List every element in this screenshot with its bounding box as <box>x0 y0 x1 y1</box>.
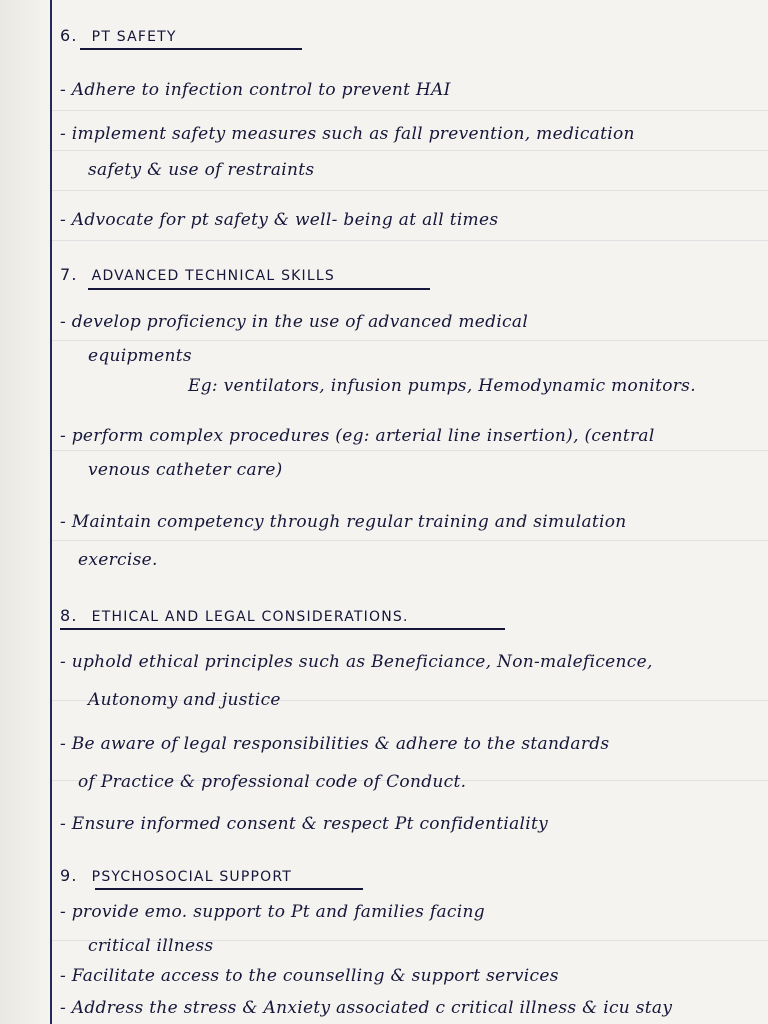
section-number: 7. <box>60 265 78 284</box>
note-line: - Ensure informed consent & respect Pt confidentiality <box>60 814 549 834</box>
note-line: - uphold ethical principles such as Beneficiance, Non-maleficence, <box>60 652 653 672</box>
page-margin-area <box>0 0 40 1024</box>
section-heading <box>60 606 758 625</box>
ruled-line <box>52 540 768 541</box>
ruled-line <box>52 240 768 241</box>
section-heading <box>60 26 758 45</box>
note-line: venous catheter care) <box>88 460 283 480</box>
note-line: - Advocate for pt safety & well- being at all times <box>60 210 499 230</box>
note-line: - Facilitate access to the counselling & support services <box>60 966 559 986</box>
note-line: - Adhere to infection control to prevent HAI <box>60 80 451 100</box>
ruled-line <box>52 110 768 111</box>
section-title: ADVANCED TECHNICAL SKILLS <box>91 268 335 284</box>
heading-underline <box>95 888 363 890</box>
section-title: PSYCHOSOCIAL SUPPORT <box>91 869 293 885</box>
section-title: ETHICAL AND LEGAL CONSIDERATIONS. <box>91 609 409 625</box>
heading-underline <box>60 628 505 630</box>
note-line: equipments <box>88 346 192 366</box>
section-heading <box>60 265 758 284</box>
heading-underline <box>88 288 430 290</box>
section-title: PT SAFETY <box>91 29 177 45</box>
note-line: - develop proficiency in the use of advanced medical <box>60 312 529 332</box>
note-line: Eg: ventilators, infusion pumps, Hemodynamic monitors. <box>188 376 696 396</box>
ruled-line <box>52 190 768 191</box>
note-line: - perform complex procedures (eg: arterial line insertion), (central <box>60 426 655 446</box>
heading-underline <box>80 48 302 50</box>
note-line: - Address the stress & Anxiety associated c critical illness & icu stay <box>60 998 673 1018</box>
ruled-line <box>52 340 768 341</box>
note-line: Autonomy and justice <box>88 690 281 710</box>
section-number: 9. <box>60 866 78 885</box>
note-line: - provide emo. support to Pt and families facing <box>60 902 485 922</box>
note-line: of Practice & professional code of Conduct. <box>78 772 467 792</box>
note-line: - implement safety measures such as fall prevention, medication <box>60 124 635 144</box>
section-number: 8. <box>60 606 78 625</box>
margin-rule <box>50 0 52 1024</box>
note-line: - Be aware of legal responsibilities & adhere to the standards <box>60 734 610 754</box>
note-line: safety & use of restraints <box>88 160 315 180</box>
ruled-line <box>52 150 768 151</box>
section-number: 6. <box>60 26 78 45</box>
note-line: critical illness <box>88 936 214 956</box>
section-heading <box>60 866 758 885</box>
note-line: - Maintain competency through regular training and simulation <box>60 512 627 532</box>
ruled-line <box>52 450 768 451</box>
note-line: exercise. <box>78 550 158 570</box>
